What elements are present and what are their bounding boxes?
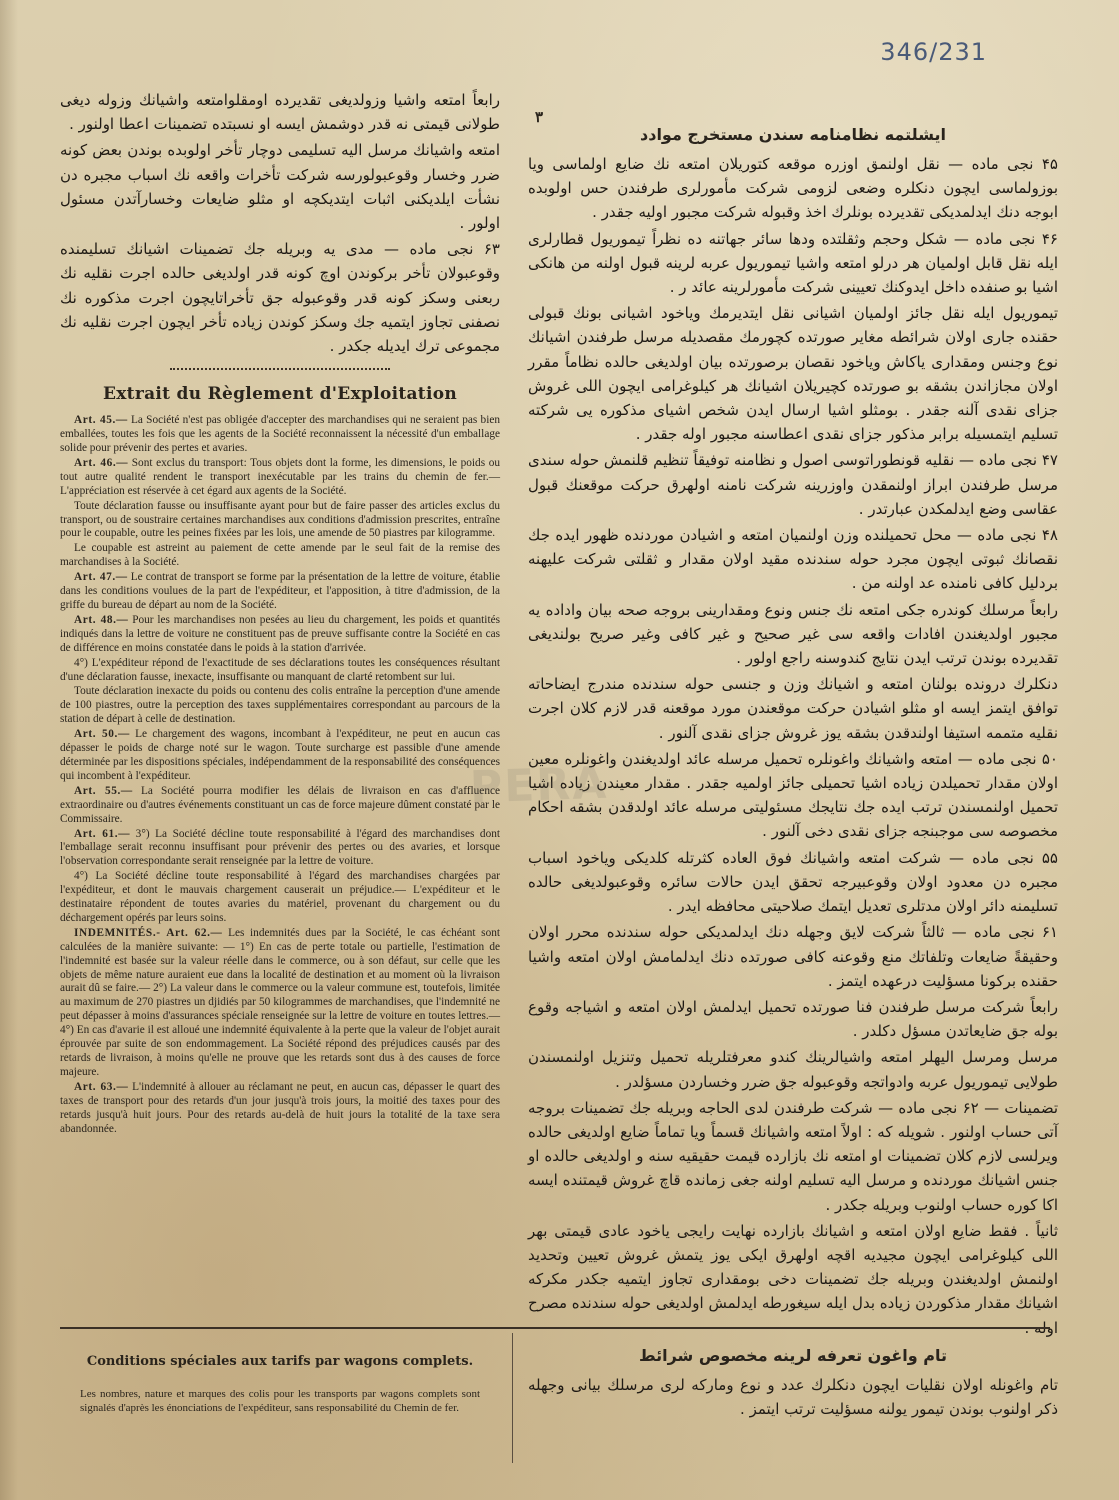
article-label: Art. 63.— <box>74 1080 129 1093</box>
fr-para-art-62 <box>60 927 500 1080</box>
article-label: Art. 45.— <box>74 414 128 427</box>
article-text: Toute déclaration inexacte du poids ou contenu des colis entraîne la perception d'une amende de 100 piastres, outre la perception des taxes supplémentaires correspondant au parcours de la station de départ à celle de destination. <box>60 685 500 726</box>
article-text: La Société n'est pas obligée d'accepter des marchandises qui ne seraient pas bien emballées, toutes les fois que les agents de la Société reconnaissent la nécessité d'un emballage solide pour prévenir des pertes et avaries. <box>60 414 501 455</box>
article-text: Sont exclus du transport: Tous objets dont la forme, les dimensions, le poids ou tout autre qualité rendent le transport inexécutable par les trains du chemin de fer.— L'appréciation est réservée à cet égard aux agents de la Société. <box>60 456 500 497</box>
left-column <box>60 88 500 1137</box>
right-ottoman-text <box>528 152 1058 1340</box>
fr-para-art-63 <box>60 1081 500 1137</box>
fr-para-inexact-weight <box>60 685 500 727</box>
fr-para-sender-liability <box>60 657 500 685</box>
ottoman-article-50: ۵۰ نجی ماده — امتعه واشیانك واغونلره تحمیل مرسله عائد اولدیغندن واغونلره معین اولان مقدار تحمیلدن زیاده اشیا تحمیلی جائز اولمیه جقدر . مقدار معیندن زیاده اشیا تحمیل اولنمسندن ترتب ایده جك نتایجك مسئولیتی مرسله عائد اولدقدن بشقه احكام مخصوصه سی موجبنجه جزای نقدی دخی آلنور . <box>528 749 1058 841</box>
wagon-conditions-ottoman <box>528 1346 1058 1421</box>
ottoman-article-62: تضمینات — ۶۲ نجی ماده — شركت طرفندن لدی الحاجه وبریله جك تضمینات بروجه آتی حساب اولنور . شویله كه : اولاً امتعه واشیانك قسماً ویا تماماً ضایع اولدیغی حالده ویرلسی لازم كلان تضمینات او امتعه نك بازارده قیمت حقیقیه سنه و اولدیغی حالده او جنس اشیانك موردنده و مرسل الیه تسلیم اولنه جغی زمانده قاچ غروش قیمتنده ایسه اكا كوره حساب اولنوب وبریله جكدر . <box>528 1098 1059 1214</box>
fr-para-art-50 <box>60 728 500 784</box>
right-column <box>528 125 1058 1342</box>
wagon-conditions-french <box>60 1354 500 1415</box>
article-label: Art. 46.— <box>74 456 129 469</box>
left-ottoman-para-1: رابعاً امتعه واشيا وزولدیغی تقدیرده اومقلوامتعه واشیانك وزوله دیغی طولانی قیمتی نه قدر دوشمش ایسه او نسبتده تضمینات اعطا اولنور . <box>60 91 500 134</box>
article-text: 4°) La Société décline toute responsabilité à l'égard des marchandises chargées par l'expéditeur, et dont le mauvais chargement causerait un préjudice.— L'expéditeur et le destinataire répondent de toutes avaries du matériel, provenant du chargement ou du déchargement opérés par leurs soins. <box>60 870 500 924</box>
section-divider <box>170 368 390 370</box>
ottoman-false-declaration: تیموریول ایله نقل جائز اولمیان اشیانی نقل ایتدیرمك وياخود اشیانی بونك قبولی حقنده جاری اولان شرائطه مغایر صورتده كچورمك مقصدیله مرسل طرفندن اشیانك نوع وجنس ومقداری یاكاش ویاخود نقصان برصورتده بیان اولدیغی حالده نظاماً مقرر اولان مجازاندن بشقه بو صورتده كچیریلان اشیانك هر كیلوغرامی ایچون اللی غروش جزای نقدی آلنه جقدر . بومثلو اشیا ارسال ایدن شخص اشیای مذكوره یی شركته تسلیم ایتمسیله برابر مذكور جزای نقدی اعطاسنه مجبور اوله جقدر . <box>528 304 1058 444</box>
article-text: Le coupable est astreint au paiement de cette amende par le seul fait de la remise des marchandises à la Société. <box>60 542 500 569</box>
ottoman-section-title: ایشلتمه نظامنامه سندن مستخرج موادد <box>640 125 946 144</box>
article-text: 3°) La Société décline toute responsabilité à l'égard des marchandises dont l'emballage serait reconnu insuffisant pour prévenir des pertes ou des avaries, et lorsque l'observation correspondante serait renseignée par la lettre de voiture. <box>60 827 500 868</box>
article-text: Toute déclaration fausse ou insuffisante ayant pour but de faire passer des articles exclus du transport, ou de soustraire certaines marchandises aux conditions d'admission prescrites, entraîne pour le coupable, outre les peines fixées par les lois, une amende de 50 piastres par kilogramme. <box>60 499 500 540</box>
article-text: Le contrat de transport se forme par la présentation de la lettre de voiture, établie dans les conditions voulues de la part de l'expéditeur, et l'apposition, à titre d'admission, de la griffe du bureau de départ au nom de la Société. <box>60 571 501 612</box>
wagon-conditions-text: Les nombres, nature et marques des colis pour les transports par wagons complets sont signalés d'après les énonciations de l'expéditeur, sans responsabilité du Chemin de fer. <box>80 1388 480 1414</box>
ottoman-article-45: ۴۵ نجی ماده — نقل اولنمق اوزره موقعه كتوریلان امتعه نك ضایع اولماسی ویا بوزولماسی ایچون دنكلره وضعی لزومی شركت مأمورلری طرفندن حس اولوبده ابوجه دنك ایدلمدیكی تقدیرده بونلرك اخذ وقبوله شركت مجبور اولیه جقدر . <box>528 155 1058 222</box>
bottom-rule <box>60 1327 1050 1329</box>
ottoman-article-55: ۵۵ نجی ماده — شركت امتعه واشیانك فوق العاده كثرتله كلدیكی وياخود اسباب مجبره دن معدود اولان وقوعبیرجه تحقق ایدن حالات سائره وقوعبولدیغی حالده تسلیمنه دائر اولان مدتلری تعدیل ایتمك صلاحیتی محافظه ایدر . <box>528 848 1058 916</box>
french-regulation-text <box>60 414 500 1136</box>
article-text: La Société pourra modifier les délais de livraison en cas d'affluence extraordinaire ou d'autres événements constituant un cas de force majeure dûment constaté par le Commissaire. <box>60 784 500 825</box>
fr-para-art-61 <box>60 828 500 870</box>
article-text: Les indemnités dues par la Société, le cas échéant sont calculées de la manière suivante: — 1°) En cas de perte totale ou partielle, l'estimation de l'indemnité est basée sur la valeur réelle dans le commerce, ou à son défaut, sur celle que les objets de même nature auraient eue dans la localité de destination et au moment où la livraison aurait dû se faire.— 2°) La valeur dans le commerce ou la valeur commune est, toutefois, limitée au maximum de 270 piastres un djidiés par 50 kilogrammes de marchandises, que l'indemnité ne peut dépasser à moins d'assurances spéciale renseignée sur la lettre de voiture en toutes lettres.— 4°) En cas d'avarie il est alloué une indemnité équivalente à la perte que la valeur de l'objet aurait éprouvée par suite de son endommagement. La Société répond des préjudices causés par des retards de livraison, à moins qu'elle ne prouve que les retards sont dus à des causes de force majeure. <box>60 926 501 1078</box>
left-ottoman-para-2: امتعه واشیانك مرسل الیه تسلیمی دوچار تأخر اولوبده بوندن بعض كونه ضرر وخسار وقوعبولورسه شركت تأخرات واقعه نك اسباب مجبره دن نشأت ایلدیكنی اثبات ایتدیكچه او مثلو ضایعات وخسارآتدن مسئول اولور . <box>60 141 500 233</box>
fr-para-art-48 <box>60 614 500 656</box>
article-text: Le chargement des wagons, incombant à l'expéditeur, ne peut en aucun cas dépasser le poids de charge noté sur le wagon. Toute surcharge est passible d'une amende déterminée par les dispositions spéciales, indépendamment de la responsabilité des conséquences qui incombent à l'expéditeur. <box>60 728 500 782</box>
page-number: ۳ <box>535 108 544 126</box>
fr-para-art-47 <box>60 571 500 613</box>
fr-para-fine <box>60 542 500 570</box>
fr-para-false-declaration <box>60 500 500 542</box>
ottoman-article-61-4: رابعاً شركت مرسل طرفندن فنا صورتده تحمیل ایدلمش اولان امتعه و اشیاجه وقوع بوله جق ضایعاتدن مسؤل دكلدر . <box>528 997 1058 1041</box>
article-label: Art. 47.— <box>74 571 128 584</box>
article-text: Pour les marchandises non pesées au lieu du chargement, les poids et quantités indiqués dans la lettre de voiture ne constituent pas de preuve suffisante contre la Société en cas de différence en moins constatée dans le poids à la station d'arrivée. <box>60 613 500 654</box>
article-text: L'indemnité à allouer au réclamant ne peut, en aucun cas, dépasser le quart des taxes de transport pour des retards d'un jour jusqu'à trois jours, la moitié des taxes pour des retards jusqu'à huit jours. Pour des retards au-delà de huit jours la totalité de la taxe sera abandonnée. <box>60 1080 500 1135</box>
fr-para-art-46 <box>60 457 500 499</box>
watermark-stamp: PERA <box>469 757 610 814</box>
fr-para-loading-liability <box>60 870 500 926</box>
article-label: Art. 48.— <box>74 613 129 626</box>
french-section-title: Extrait du Règlement d'Exploitation <box>102 384 458 405</box>
article-label: Art. 50.— <box>74 728 130 741</box>
paper-edge-shadow <box>0 0 18 1500</box>
ottoman-article-47: ۴۷ نجی ماده — نقلیه قونطوراتوسی اصول و نظامنه توفیقاً تنظیم قلنمش حوله سندی مرسل طرفندن ابراز اولنمقدن واوزرینه شركت نامنه اولهرق حركت موقعنك قبول عقاسی وضع ایدلمكدن عبارتدر . <box>527 451 1058 518</box>
ottoman-article-46: ۴۶ نجی ماده — شكل وحجم وثقلتده ودها سائر جهاتنه ده نظراً تیموریول قطارلری ایله نقل قابل اولمیان هر درلو امتعه واشیا تیموریول عربه لرینه قبول اولنه من هانكی اشیا بو صنفده داخل ایدوكنك تعیینی شركت مأمورلرینه عائد ر . <box>528 229 1058 297</box>
wagon-conditions-title: Conditions spéciales aux tarifs par wagons complets. <box>86 1354 474 1369</box>
article-text: 4°) L'expéditeur répond de l'exactitude de ses déclarations toutes les conséquences résultant d'une déclaration fausse, inexacte, insuffisante ou manquant de clarté retombent sur lui. <box>60 656 500 683</box>
ottoman-sender-liability: رابعاً مرسلك كوندره جكی امتعه نك جنس ونوع ومقدارینی بروجه صحه بیان واداده یه مجبور اولدیغندن افادات واقعه سی غیر صحیح و غیر كافی وغیر صریح بولندیغی تقدیرده بوندن ترتب ایدن نتایج كندوسنه راجع اولور . <box>528 600 1058 668</box>
left-ottoman-para-3: ۶۳ نجی ماده — مدی یه وبریله جك تضمینات اشیانك تسلیمنده وقوعبولان تأخر بركوندن اوچ كونه قدر اولدیغی حالده اجرت نقلیه نك ربعنی وسكز كونه قدر وقوعبوله جق تأخراتایچون اجرت مذكوره نك نصفنی تجاوز ایتمیه جك وسكز كوندن زیاده تأخر ایچون اجرت نقلیه نك مجموعی ترك ایدیله جكدر . <box>60 240 500 356</box>
article-label: Art. 61.— <box>74 827 131 840</box>
ottoman-inexact-weight: دنكلرك درونده بولنان امتعه و اشیانك وزن و جنسی حوله سندنده مندرج ایضاحاته توافق ایتمز ایسه او مثلو اشیادن حركت موقعندن مورد موقعنه قدر لازم كلان اجرت نقلیه متممه استیفا اولندقدن بشقه یوز غروش جزای نقدی آلنور . <box>528 675 1058 742</box>
ottoman-article-48: ۴۸ نجی ماده — محل تحمیلنده وزن اولنمیان امتعه و اشیادن موردنده ظهور ایده جك نقصانك ثبوتی ایچون مجرد حوله سندنده مقید اولان مقدار و ثقلتی شركت علیهنه بردلیل كافی نامنده عد اولنه من . <box>528 526 1058 593</box>
ottoman-loading-liability: مرسل ومرسل الیهلر امتعه واشیالرینك كندو معرفتلریله تحمیل وتنزیل اولنمسندن طولایی تیموریول عربه وادواتجه وقوعبوله جق ضرر وخساردن مسؤلدر . <box>528 1048 1058 1091</box>
archive-file-code: 346/231 <box>880 38 987 66</box>
wagon-conditions-ottoman-text: تام واغونله اولان نقلیات ایچون دنكلرك عدد و نوع وماركه لری مرسلك بیانی وجهله ذكر اولنوب بوندن تیمور یولنه مسؤلیت ترتب ایتمز . <box>528 1376 1058 1419</box>
bottom-column-separator <box>512 1333 513 1463</box>
article-label: INDEMNITÉS.- Art. 62.— <box>74 926 223 939</box>
fr-para-art-45 <box>60 414 500 456</box>
left-ottoman-text <box>60 88 500 358</box>
fr-para-art-55 <box>60 785 500 827</box>
article-label: Art. 55.— <box>74 784 133 797</box>
ottoman-article-62-2: ثانیاً . فقط ضایع اولان امتعه و اشیانك بازارده نهایت رایجی یاخود عادی قیمتی بهر اللی كیلوغرامی ایچون مجیدیه اقچه اولهرق ایكی یوز یتمش غروش تعیین وتحدید اولنمش اولدیغندن وبریله جك تضمینات دخی بومقداری تجاوز ایتمیه جكدر مكركه اشیانك مقدار مذكوردن زیاده بدل ایله سیغورطه ایدلمش اولدیغی حوله سندنده مصرح اوله . <box>528 1221 1058 1337</box>
ottoman-article-61: ۶۱ نجی ماده — ثالثاً شركت لایق وجهله دنك ایدلمدیكی حوله سندنده محرر اولان وحقیقةً ضایعات وتلفاتك منع وقوعنه كافی صورتده دنك ایدلمامش اولان امتعه واشیا حقنده بركونا مسؤلیت درعهده ایتمز . <box>528 923 1058 990</box>
wagon-conditions-ottoman-title: تام واغون تعرفه لرینه مخصوص شرائط <box>638 1346 948 1365</box>
